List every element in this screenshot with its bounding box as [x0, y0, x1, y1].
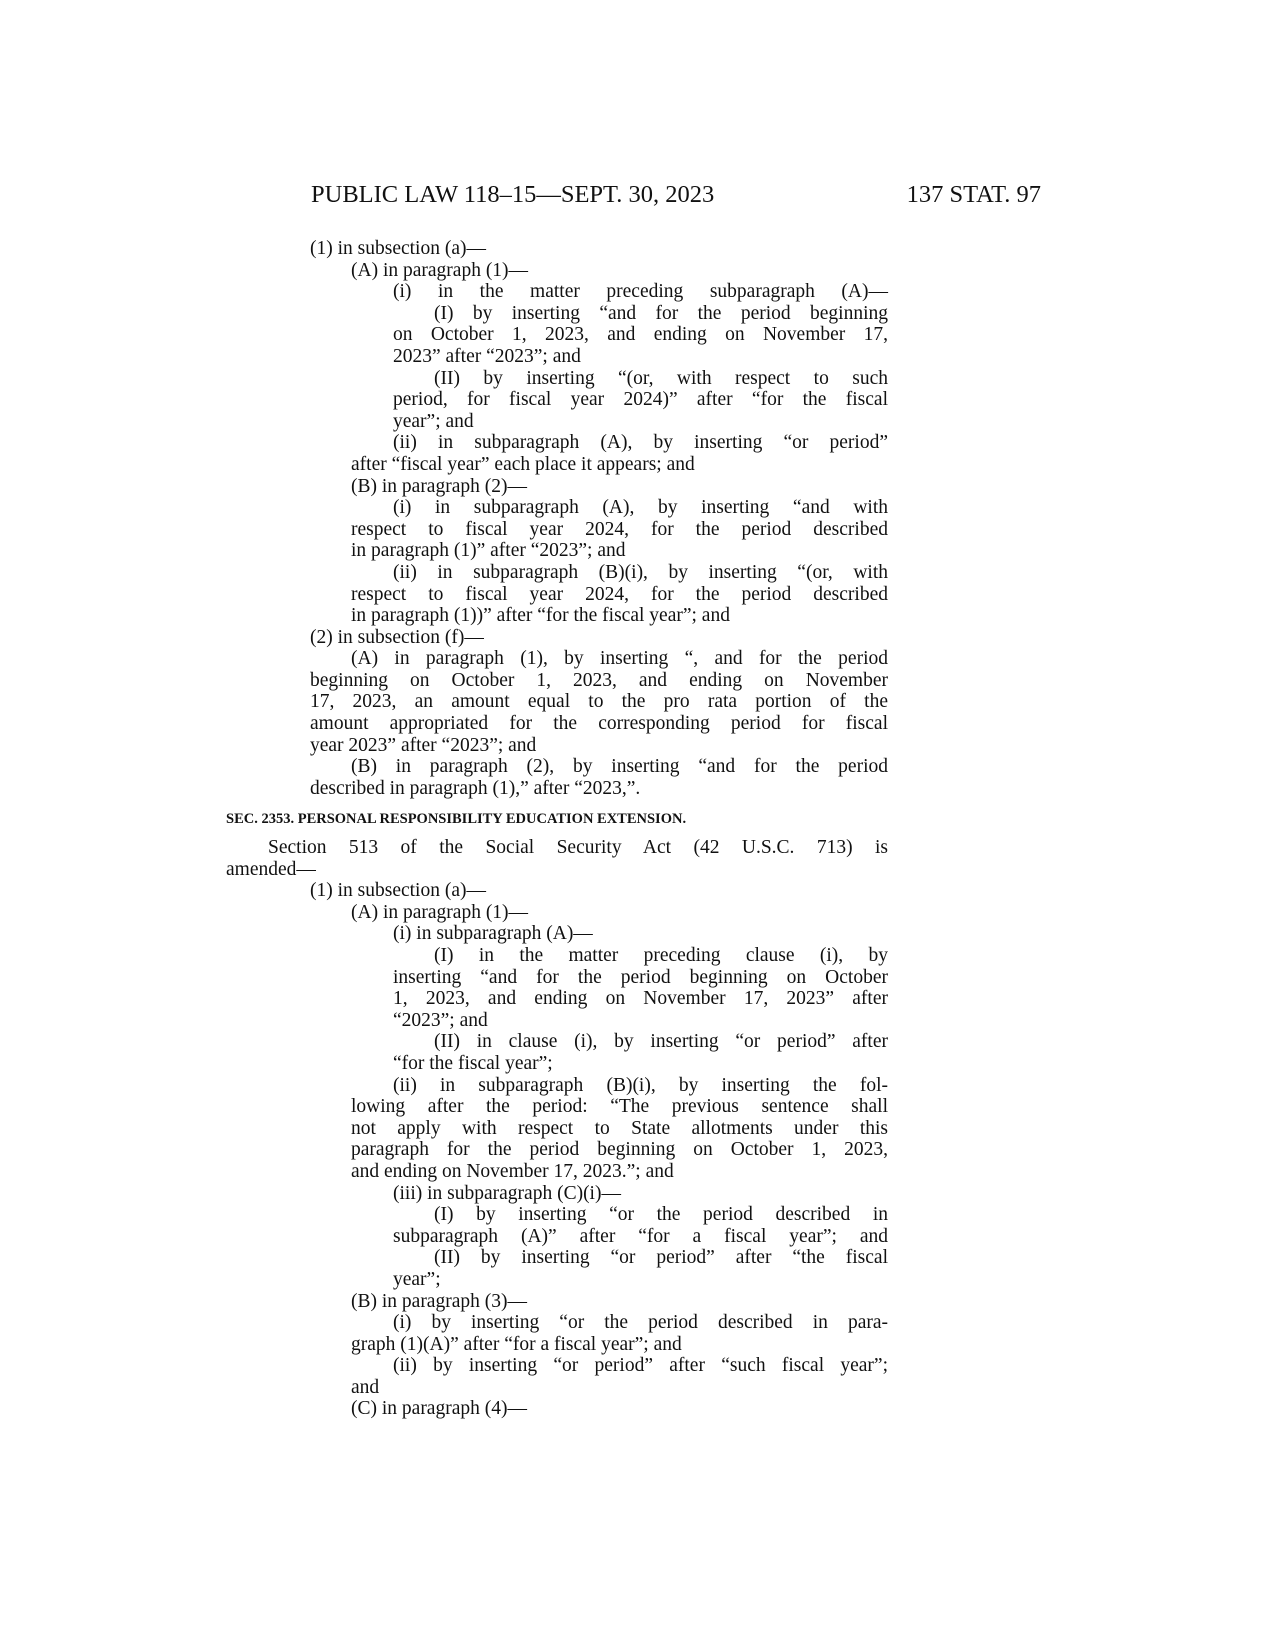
text-line: respect to fiscal year 2024, for the period described [351, 518, 888, 540]
text-line: amended— [226, 858, 316, 880]
text-line: graph (1)(A)” after “for a fiscal year”; and [351, 1333, 682, 1355]
text-line: described in paragraph (1),” after “2023,”. [310, 777, 641, 799]
amendment-text-part1 [226, 238, 888, 799]
text-line: (ii) in subparagraph (B)(i), by inserting “(or, with [393, 561, 888, 583]
text-line: (2) in subsection (f)— [310, 626, 484, 648]
text-line: on October 1, 2023, and ending on November 17, [393, 324, 888, 346]
text-line: and ending on November 17, 2023.”; and [351, 1160, 674, 1182]
text-line: (A) in paragraph (1)— [351, 259, 529, 281]
text-line: after “fiscal year” each place it appears; and [351, 453, 695, 475]
text-line: and [351, 1376, 380, 1398]
amendment-text-part2 [226, 837, 888, 1420]
text-line: (ii) by inserting “or period” after “such fiscal year”; [393, 1355, 888, 1377]
text-line: (I) by inserting “and for the period beginning [434, 302, 888, 324]
text-line: (II) in clause (i), by inserting “or period” after [434, 1031, 888, 1053]
text-line: (A) in paragraph (1), by inserting “, and for the period [351, 648, 888, 670]
text-line: (i) in subparagraph (A), by inserting “and with [393, 497, 888, 519]
text-line: amount appropriated for the corresponding period for fiscal [310, 713, 888, 735]
running-head: PUBLIC LAW 118–15—SEPT. 30, 2023 [311, 181, 715, 208]
text-line: in paragraph (1))” after “for the fiscal year”; and [351, 605, 730, 627]
page-header [311, 180, 1041, 210]
text-line: “for the fiscal year”; [393, 1052, 553, 1074]
text-line: inserting “and for the period beginning on October [393, 966, 888, 988]
text-line: 1, 2023, and ending on November 17, 2023” after [393, 988, 888, 1010]
text-line: subparagraph (A)” after “for a fiscal year”; and [393, 1225, 888, 1247]
text-line: (1) in subsection (a)— [310, 238, 486, 259]
text-line: year”; and [393, 410, 474, 432]
text-line: (C) in paragraph (4)— [351, 1398, 527, 1420]
page-number: 137 STAT. 97 [906, 181, 1041, 208]
text-line: beginning on October 1, 2023, and ending on November [310, 669, 888, 691]
text-line: 2023” after “2023”; and [393, 345, 581, 367]
text-line: (II) by inserting “or period” after “the fiscal [434, 1247, 888, 1269]
text-line: (iii) in subparagraph (C)(i)— [393, 1182, 621, 1204]
text-line: (B) in paragraph (2), by inserting “and for the period [351, 756, 888, 778]
text-line: respect to fiscal year 2024, for the period described [351, 583, 888, 605]
text-line: (II) by inserting “(or, with respect to such [434, 367, 888, 389]
text-line: “2023”; and [393, 1009, 488, 1031]
text-line: (I) in the matter preceding clause (i), by [434, 945, 888, 966]
text-line: (A) in paragraph (1)— [351, 901, 529, 923]
text-line: not apply with respect to State allotments under this [351, 1117, 888, 1139]
text-line: (ii) in subparagraph (A), by inserting “or period” [393, 432, 888, 454]
text-line: (i) in the matter preceding subparagraph (A)— [393, 281, 888, 303]
text-line: 17, 2023, an amount equal to the pro rata portion of the [310, 691, 888, 713]
text-line: lowing after the period: “The previous sentence shall [351, 1096, 888, 1118]
text-line: period, for fiscal year 2024)” after “for the fiscal [393, 389, 888, 411]
text-line: year 2023” after “2023”; and [310, 734, 537, 756]
text-line: (i) in subparagraph (A)— [393, 923, 593, 945]
text-line: (I) by inserting “or the period described in [434, 1204, 888, 1226]
text-line: in paragraph (1)” after “2023”; and [351, 540, 626, 562]
text-line: paragraph for the period beginning on October 1, 2023, [351, 1139, 888, 1161]
text-line: (i) by inserting “or the period described in para- [393, 1312, 888, 1334]
text-line: year”; [393, 1268, 441, 1290]
text-line: (ii) in subparagraph (B)(i), by inserting the fol- [393, 1074, 888, 1096]
text-line: (B) in paragraph (2)— [351, 475, 527, 497]
document-body [226, 238, 888, 1420]
text-line: (B) in paragraph (3)— [351, 1290, 527, 1312]
section-heading: SEC. 2353. PERSONAL RESPONSIBILITY EDUCATION EXTENSION. [226, 811, 687, 828]
text-line: Section 513 of the Social Security Act (42 U.S.C. 713) is [268, 837, 888, 859]
text-line: (1) in subsection (a)— [310, 880, 486, 902]
